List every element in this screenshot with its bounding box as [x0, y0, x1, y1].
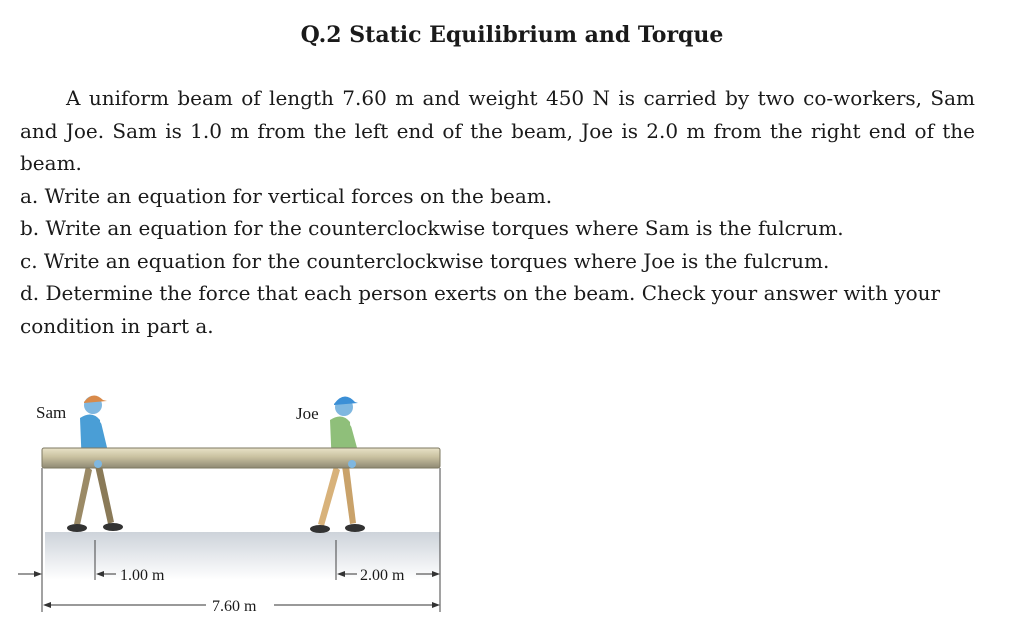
- beam-figure: [0, 380, 460, 625]
- joe-distance-label: 2.00 m: [360, 567, 405, 584]
- part-d: d. Determine the force that each person exerts on the beam. Check your answer with your condition in part a.: [20, 281, 941, 338]
- part-a: a. Write an equation for vertical forces on the beam.: [20, 183, 553, 208]
- part-b: b. Write an equation for the counterclockwise torques where Sam is the fulcrum.: [20, 216, 844, 240]
- question-title: Q.2 Static Equilibrium and Torque: [300, 22, 724, 48]
- beam-length-label: 7.60 m: [212, 598, 257, 615]
- question-text: [20, 82, 975, 342]
- problem-statement: A uniform beam of length 7.60 m and weight 450 N is carried by two co-workers, Sam and Joe. Sam is 1.0 m from the left end of the beam, Joe is 2.0 m from the right end of the beam.: [20, 86, 975, 175]
- joe-label: Joe: [296, 404, 319, 423]
- sam-distance-label: 1.00 m: [120, 567, 165, 584]
- part-c: c. Write an equation for the counterclockwise torques where Joe is the fulcrum.: [20, 248, 830, 273]
- sam-label: Sam: [36, 403, 67, 422]
